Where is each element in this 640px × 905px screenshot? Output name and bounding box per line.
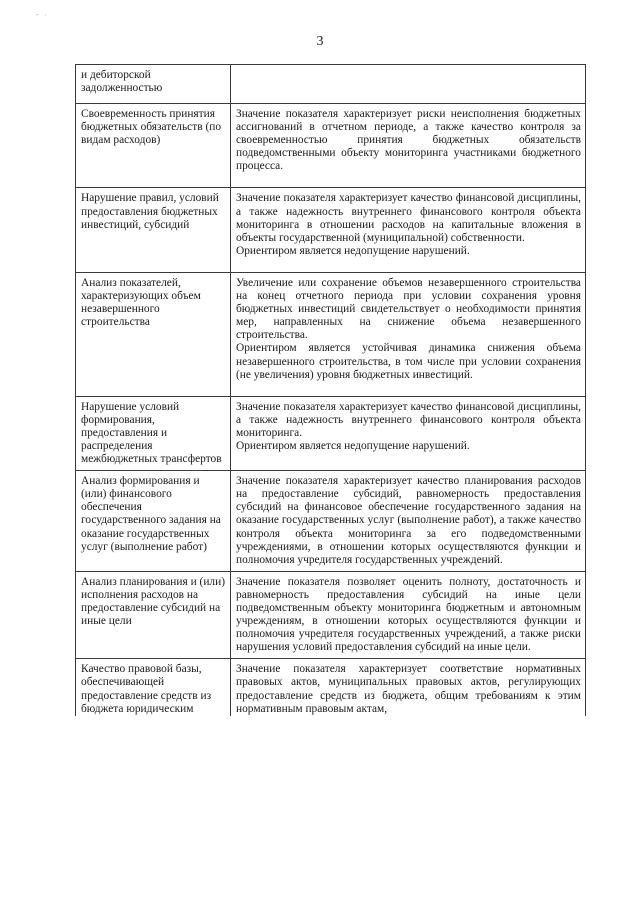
indicator-description-cell <box>231 272 586 396</box>
indicator-description: Значение показателя характеризует качество финансовой дисциплины, а также надежность внутреннего финансового контроля объекта мониторинга в отношении расходов на капитальные вложения в объекты государственной (муниципальной) собственности. <box>236 192 581 244</box>
indicator-benchmark: Ориентиром является устойчивая динамика снижения объема незавершенного строительства, в том числе при условии сохранения (не увеличения) уровня бюджетных инвестиций. <box>236 342 581 381</box>
indicator-description-cell <box>231 396 586 470</box>
indicator-name-cell <box>76 65 231 104</box>
indicator-benchmark: Ориентиром является недопущение нарушений. <box>236 439 470 452</box>
indicator-name-cell <box>76 396 231 470</box>
indicator-description: Значение показателя характеризует риски неисполнения бюджетных ассигнований в отчетном периоде, а также качество контроля за своевременностью принятия бюджетных обязательств подведомственными объекту мониторинга участниками бюджетного процесса. <box>236 108 581 173</box>
indicator-description-cell <box>231 471 586 572</box>
indicator-name: Анализ формирования и (или) финансового обеспечения государственного задания на оказание государственных услуг (выполнение работ) <box>81 475 221 553</box>
indicator-description: Значение показателя характеризует качество финансовой дисциплины, а также надежность внутреннего финансового контроля объекта мониторинга. <box>236 400 581 439</box>
indicator-description-cell <box>231 571 586 659</box>
table-row <box>76 571 586 659</box>
table-row <box>76 659 586 716</box>
indicator-name: Нарушение условий формирования, предоставления и распределения межбюджетных трансфертов <box>81 400 222 466</box>
indicator-description: Увеличение или сохранение объемов незавершенного строительства на конец отчетного периода при условии сохранения уровня бюджетных инвестиций свидетельствует о необходимости принятия мер, направленных на снижение объема незавершенного строительства. <box>236 276 581 342</box>
indicator-description: Значение показателя характеризует соответствие нормативных правовых актов, муниципальных правовых актов, регулирующих предоставление средств из бюджета, общим требованиям к этим нормативным правовым актам, <box>236 663 581 715</box>
indicator-benchmark: Ориентиром является недопущение нарушений. <box>236 244 470 257</box>
indicator-description-cell <box>231 104 586 188</box>
indicator-name-cell <box>76 272 231 396</box>
indicator-name: Своевременность принятия бюджетных обязательств (по видам расходов) <box>81 108 222 147</box>
page-number: 3 <box>316 34 324 49</box>
scan-artifact-mark: - · <box>36 12 49 19</box>
indicator-name: Качество правовой базы, обеспечивающей предоставление средств из бюджета юридическим <box>81 663 212 715</box>
indicator-name-cell <box>76 104 231 188</box>
indicator-description-cell <box>231 65 586 104</box>
indicator-name-cell <box>76 571 231 659</box>
indicator-name-cell <box>76 188 231 272</box>
table-row <box>76 188 586 272</box>
indicator-name: Анализ планирования и (или) исполнения расходов на предоставление субсидий на иные цели <box>81 575 225 628</box>
indicator-name-cell <box>76 659 231 716</box>
indicator-name: Анализ показателей, характеризующих объем незавершенного строительства <box>81 276 201 329</box>
indicator-description: Значение показателя характеризует качество планирования расходов на предоставление субсидий, равномерность предоставления субсидий на финансовое обеспечение государственного задания на оказание государственных услуг (выполнение работ), а также качество контроля объекта мониторинга за его подведомственными учреждениями, в отношении которых осуществляются функции и полномочия учредителя государственных учреждений. <box>236 475 581 566</box>
table-row <box>76 471 586 572</box>
indicator-name: и дебиторской задолженностью <box>81 69 163 95</box>
table-row <box>76 396 586 470</box>
table-row <box>76 272 586 396</box>
indicator-name-cell <box>76 471 231 572</box>
indicator-description: Значение показателя позволяет оценить полноту, достаточность и равномерность предоставления субсидий на иные цели подведомственным объекту мониторинга бюджетным и автономным учреждениям, в отношении которых осуществляются функции и полномочия учредителя государственных учреждений, а также риски нарушения условий предоставления субсидий на иные цели. <box>236 575 581 654</box>
indicator-description-cell <box>231 188 586 272</box>
indicator-description-cell <box>231 659 586 716</box>
indicator-name: Нарушение правил, условий предоставления бюджетных инвестиций, субсидий <box>81 192 219 231</box>
indicators-table <box>75 64 586 716</box>
table-row <box>76 65 586 104</box>
table-row <box>76 104 586 188</box>
